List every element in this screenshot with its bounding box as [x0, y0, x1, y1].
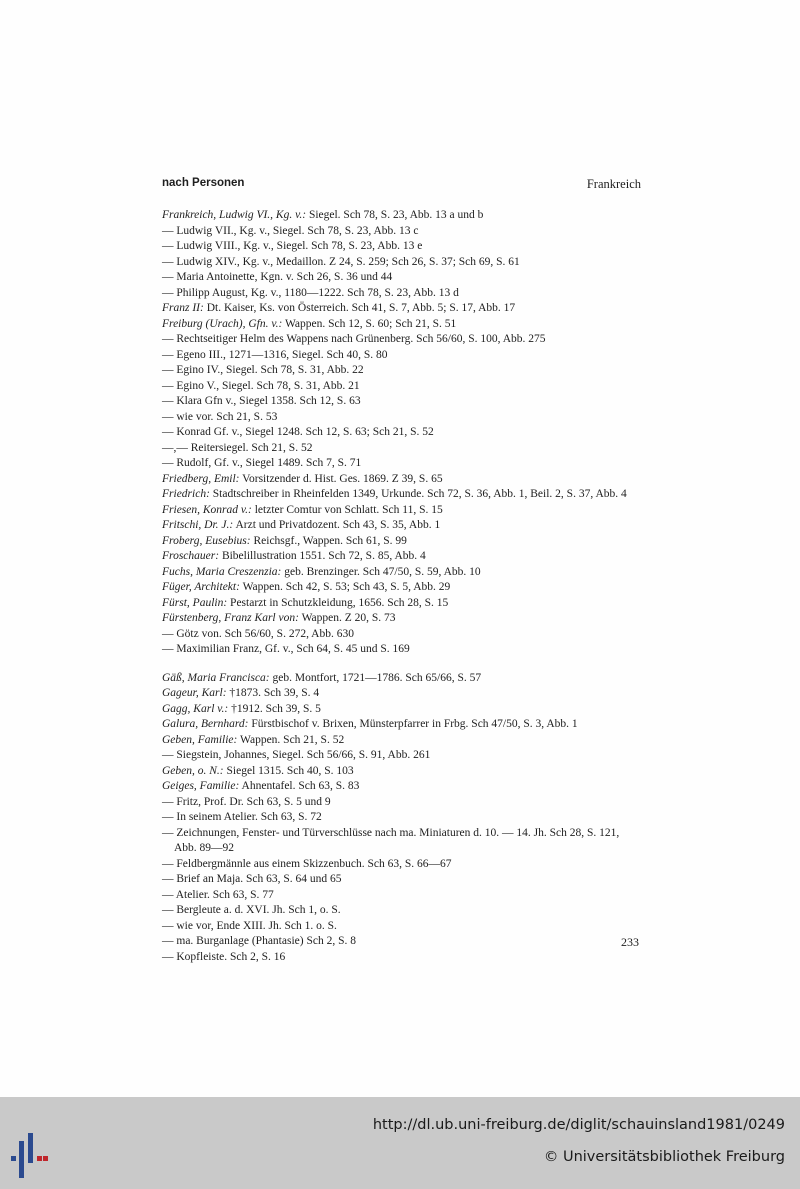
permalink-url[interactable]: http://dl.ub.uni-freiburg.de/diglit/schauinsland1981/0249: [372, 1117, 785, 1133]
index-entry: [162, 565, 641, 581]
entry-text: Ahnentafel. Sch 63, S. 83: [239, 780, 360, 792]
ub-freiburg-logo-icon: [10, 1133, 50, 1178]
index-entries: [162, 208, 641, 965]
index-entry: [162, 425, 641, 441]
index-entry: [162, 270, 641, 286]
entry-text: — Egino V., Siegel. Sch 78, S. 31, Abb. 21: [162, 379, 360, 392]
entry-name: Friesen, Konrad v.:: [162, 503, 252, 516]
index-entry: [162, 224, 641, 240]
entry-text: †1873. Sch 39, S. 4: [226, 687, 320, 699]
index-entry: [162, 627, 641, 643]
page-number: 233: [621, 935, 639, 949]
entry-name: Friedrich:: [162, 488, 210, 500]
index-entry: [162, 810, 641, 826]
entry-text: — In seinem Atelier. Sch 63, S. 72: [162, 811, 322, 823]
index-entry: [162, 717, 641, 733]
entry-name: Froschauer:: [162, 550, 220, 562]
index-entry: [162, 642, 641, 658]
entry-text: — Konrad Gf. v., Siegel 1248. Sch 12, S. 63; Sch 21, S. 52: [162, 426, 434, 438]
entry-text: letzter Comtur von Schlatt. Sch 11, S. 15: [251, 503, 443, 516]
index-entry: [162, 518, 641, 534]
entry-text: Wappen. Sch 12, S. 60; Sch 21, S. 51: [282, 317, 457, 330]
entry-name: Gagg, Karl v.:: [162, 702, 229, 715]
index-entry: [162, 596, 641, 612]
index-entry: [162, 332, 641, 348]
entry-name: Froberg, Eusebius:: [162, 534, 251, 547]
index-entry: [162, 317, 641, 333]
index-entry: [162, 503, 641, 519]
index-entry: [162, 919, 641, 935]
entry-text: Fürstbischof v. Brixen, Münsterpfarrer in Frbg. Sch 47/50, S. 3, Abb. 1: [248, 718, 578, 730]
entry-name: Füger, Architekt:: [162, 581, 240, 593]
entry-name: Franz II:: [162, 302, 204, 314]
index-entry: [162, 394, 641, 410]
index-entry: [162, 764, 641, 780]
entry-name: Galura, Bernhard:: [162, 718, 249, 730]
index-entry: [162, 934, 641, 950]
index-entry: [162, 534, 641, 550]
copyright-notice: © Universitätsbibliothek Freiburg: [543, 1149, 785, 1165]
entry-text: Arzt und Privatdozent. Sch 43, S. 35, Abb. 1: [233, 519, 441, 531]
index-entry: [162, 903, 641, 919]
entry-name: Friedberg, Emil:: [162, 472, 240, 485]
entry-text: — Brief an Maja. Sch 63, S. 64 und 65: [162, 873, 342, 885]
entry-text: — Götz von. Sch 56/60, S. 272, Abb. 630: [162, 627, 354, 640]
index-entry: [162, 487, 641, 503]
entry-text: — Ludwig XIV., Kg. v., Medaillon. Z 24, S. 259; Sch 26, S. 37; Sch 69, S. 61: [162, 255, 520, 268]
header-right: Frankreich: [586, 177, 641, 191]
entry-text: — Bergleute a. d. XVI. Jh. Sch 1, o. S.: [162, 904, 341, 916]
entry-text: Stadtschreiber in Rheinfelden 1349, Urkunde. Sch 72, S. 36, Abb. 1, Beil. 2, S. 37, Abb. 4: [209, 488, 627, 500]
index-entry: [162, 239, 641, 255]
entry-text: Pestarzt in Schutzkleidung, 1656. Sch 28, S. 15: [227, 596, 449, 609]
entry-text: —,— Reitersiegel. Sch 21, S. 52: [162, 441, 313, 454]
entry-text: — Feldbergmännle aus einem Skizzenbuch. Sch 63, S. 66—67: [162, 857, 452, 870]
entry-text: — Fritz, Prof. Dr. Sch 63, S. 5 und 9: [162, 795, 331, 808]
entry-text: — Maria Antoinette, Kgn. v. Sch 26, S. 36 und 44: [162, 271, 393, 283]
index-entry: [162, 580, 641, 596]
entry-text: — wie vor. Sch 21, S. 53: [162, 410, 278, 423]
entry-name: Geben, o. N.:: [162, 764, 224, 777]
entry-text: — Rechtseitiger Helm des Wappens nach Grünenberg. Sch 56/60, S. 100, Abb. 275: [162, 333, 546, 345]
entry-text: †1912. Sch 39, S. 5: [228, 702, 321, 715]
entry-text: — Ludwig VII., Kg. v., Siegel. Sch 78, S. 23, Abb. 13 c: [162, 224, 419, 237]
entry-text: — ma. Burganlage (Phantasie) Sch 2, S. 8: [162, 935, 356, 947]
entry-text: — Rudolf, Gf. v., Siegel 1489. Sch 7, S. 71: [162, 457, 362, 469]
entry-text: geb. Brenzinger. Sch 47/50, S. 59, Abb. 10: [281, 565, 481, 578]
index-entry: [162, 702, 641, 718]
index-entry: [162, 779, 641, 795]
entry-text: — Zeichnungen, Fenster- und Türverschlüsse nach ma. Miniaturen d. 10. — 14. Jh. Sch 28, S. 121, Abb. 89—92: [162, 826, 620, 854]
index-entry: [162, 857, 641, 873]
viewer-footer: [0, 1097, 800, 1189]
entry-name: Freiburg (Urach), Gfn. v.:: [162, 317, 283, 330]
entry-text: Wappen. Sch 21, S. 52: [237, 733, 345, 746]
index-entry: [162, 472, 641, 488]
index-entry: [162, 441, 641, 457]
entry-text: Reichsgf., Wappen. Sch 61, S. 99: [250, 534, 407, 547]
index-entry: [162, 671, 641, 687]
entry-text: — Siegstein, Johannes, Siegel. Sch 56/66, S. 91, Abb. 261: [162, 749, 431, 761]
index-entry: [162, 363, 641, 379]
header-left: nach Personen: [162, 177, 245, 189]
running-header: [162, 177, 641, 193]
entry-text: — Maximilian Franz, Gf. v., Sch 64, S. 45 und S. 169: [162, 643, 410, 655]
index-entry: [162, 255, 641, 271]
index-entry: [162, 950, 641, 966]
entry-name: Geiges, Familie:: [162, 780, 240, 792]
entry-text: Wappen. Sch 42, S. 53; Sch 43, S. 5, Abb. 29: [239, 581, 451, 593]
index-entry: [162, 286, 641, 302]
index-entry: [162, 549, 641, 565]
entry-text: Siegel. Sch 78, S. 23, Abb. 13 a und b: [306, 209, 484, 221]
entry-text: — Ludwig VIII., Kg. v., Siegel. Sch 78, S. 23, Abb. 13 e: [162, 240, 423, 252]
entry-text: — Egeno III., 1271—1316, Siegel. Sch 40, S. 80: [162, 348, 388, 361]
entry-name: Frankreich, Ludwig VI., Kg. v.:: [162, 209, 307, 221]
entry-name: Fürstenberg, Franz Karl von:: [162, 612, 299, 624]
index-entry: [162, 888, 641, 904]
entry-name: Fürst, Paulin:: [162, 596, 228, 609]
entry-text: Wappen. Z 20, S. 73: [298, 612, 396, 624]
index-entry: [162, 872, 641, 888]
entry-name: Geben, Familie:: [162, 733, 238, 746]
entry-name: Gäß, Maria Francisca:: [162, 671, 270, 684]
entry-text: — Kopfleiste. Sch 2, S. 16: [162, 950, 286, 963]
entry-text: — Atelier. Sch 63, S. 77: [162, 888, 274, 901]
entry-name: Fuchs, Maria Creszenzia:: [162, 565, 282, 578]
index-entry: [162, 611, 641, 627]
entry-text: — Klara Gfn v., Siegel 1358. Sch 12, S. 63: [162, 395, 361, 407]
index-entry: [162, 208, 641, 224]
entry-text: — wie vor, Ende XIII. Jh. Sch 1. o. S.: [162, 919, 337, 932]
entry-text: geb. Montfort, 1721—1786. Sch 65/66, S. 57: [269, 671, 482, 684]
entry-text: Bibelillustration 1551. Sch 72, S. 85, Abb. 4: [219, 550, 426, 562]
entry-text: Siegel 1315. Sch 40, S. 103: [223, 764, 354, 777]
index-entry: [162, 410, 641, 426]
entry-name: Gageur, Karl:: [162, 687, 227, 699]
index-entry: [162, 795, 641, 811]
entry-text: — Egino IV., Siegel. Sch 78, S. 31, Abb. 22: [162, 364, 364, 376]
index-entry: [162, 748, 641, 764]
index-entry: [162, 301, 641, 317]
entry-text: Dt. Kaiser, Ks. von Österreich. Sch 41, S. 7, Abb. 5; S. 17, Abb. 17: [203, 302, 516, 314]
index-entry: [162, 686, 641, 702]
index-entry: [162, 348, 641, 364]
index-entry: [162, 379, 641, 395]
index-entry: [162, 826, 641, 857]
index-entry: [162, 733, 641, 749]
entry-text: Vorsitzender d. Hist. Ges. 1869. Z 39, S. 65: [239, 472, 443, 485]
index-entry: [162, 456, 641, 472]
entry-text: — Philipp August, Kg. v., 1180—1222. Sch 78, S. 23, Abb. 13 d: [162, 286, 459, 299]
entry-name: Fritschi, Dr. J.:: [162, 519, 234, 531]
